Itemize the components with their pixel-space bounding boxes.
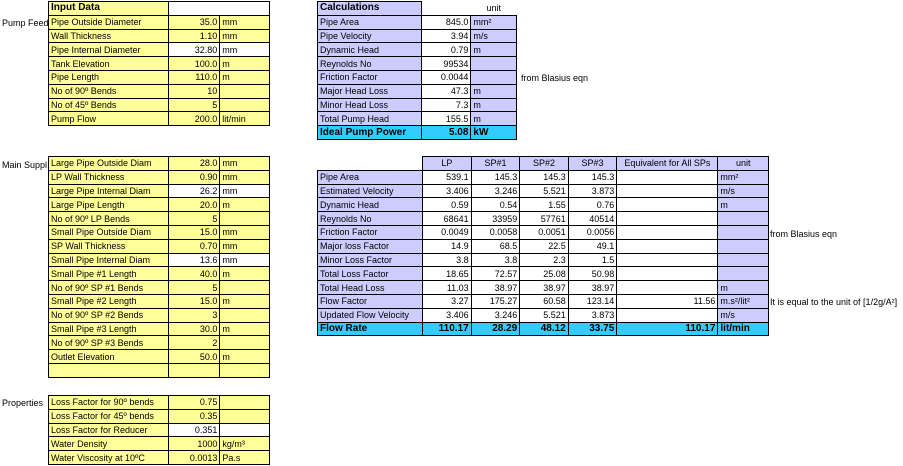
main-calc-row <box>318 308 769 322</box>
main-input-label: LP Wall Thickness <box>49 170 169 184</box>
main-input-label: Large Pipe Internal Diam <box>49 184 169 198</box>
main-input-value <box>168 363 220 377</box>
main-input-label: Large Pipe Outside Diam <box>49 157 169 171</box>
input-unit <box>220 84 270 98</box>
property-label: Water Density <box>49 437 169 451</box>
calc-unit <box>471 57 517 71</box>
main-calc-header <box>318 157 769 171</box>
main-input-unit <box>220 336 270 350</box>
main-input-unit <box>220 212 270 226</box>
main-calc-row <box>318 281 769 295</box>
property-row <box>49 396 270 410</box>
main-calc-value: 25.08 <box>520 267 569 281</box>
input-label: Wall Thickness <box>49 29 169 43</box>
main-input-unit: mm <box>220 170 270 184</box>
property-value: 1000 <box>168 437 220 451</box>
main-calc-row <box>318 253 769 267</box>
main-calc-unit: m/s <box>718 184 769 198</box>
main-input-row <box>49 308 270 322</box>
input-unit: mm <box>220 29 270 43</box>
main-calc-value: 3.8 <box>471 253 520 267</box>
calc-label: Reynolds No <box>318 57 422 71</box>
main-calc-row <box>318 212 769 226</box>
main-calc-eq <box>617 267 718 281</box>
main-calc-row <box>318 198 769 212</box>
calc-unit: m <box>471 98 517 112</box>
main-input-label: No of 90º SP #2 Bends <box>49 308 169 322</box>
pump-power-unit: kW <box>471 126 517 140</box>
main-input-unit <box>220 363 270 377</box>
main-supply-input-table <box>48 156 270 378</box>
calc-value: 155.5 <box>421 112 471 126</box>
main-input-label: No of 90º SP #3 Bends <box>49 336 169 350</box>
main-calc-value: 0.0056 <box>568 225 617 239</box>
main-input-unit <box>220 281 270 295</box>
main-input-row <box>49 350 270 364</box>
main-calc-col-header: SP#1 <box>471 157 520 171</box>
property-value: 0.0013 <box>168 451 220 465</box>
property-unit: kg/m³ <box>220 437 270 451</box>
main-calc-value: 0.59 <box>423 198 472 212</box>
main-input-label: Outlet Elevation <box>49 350 169 364</box>
main-input-value: 2 <box>168 336 220 350</box>
input-unit: mm <box>220 43 270 57</box>
pump-power-label: Ideal Pump Power <box>318 126 422 140</box>
property-value: 0.75 <box>168 396 220 410</box>
input-value: 5 <box>168 98 220 112</box>
main-input-unit: mm <box>220 253 270 267</box>
main-calc-unit <box>718 225 769 239</box>
input-label: Pipe Length <box>49 70 169 84</box>
main-calc-value: 40514 <box>568 212 617 226</box>
main-calc-label: Flow Factor <box>318 294 423 308</box>
main-input-unit: mm <box>220 225 270 239</box>
main-calc-eq <box>617 308 718 322</box>
calc-label: Major Head Loss <box>318 84 422 98</box>
main-calc-value: 18.65 <box>423 267 472 281</box>
property-value: 0.351 <box>168 423 220 437</box>
calc-value: 47.3 <box>421 84 471 98</box>
main-calc-label: Total Head Loss <box>318 281 423 295</box>
main-calc-unit <box>718 267 769 281</box>
property-label: Loss Factor for Reducer <box>49 423 169 437</box>
main-calc-value: 5.521 <box>520 184 569 198</box>
main-input-label: Small Pipe #2 Length <box>49 294 169 308</box>
calc-row <box>318 84 517 98</box>
calc-label: Pipe Area <box>318 15 422 29</box>
main-input-row <box>49 294 270 308</box>
main-calc-label: Minor Loss Factor <box>318 253 423 267</box>
main-input-value: 5 <box>168 212 220 226</box>
main-input-unit: m <box>220 322 270 336</box>
main-input-label: Small Pipe #3 Length <box>49 322 169 336</box>
input-unit: lit/min <box>220 112 270 126</box>
main-input-unit: m <box>220 350 270 364</box>
main-calc-eq <box>617 212 718 226</box>
input-row <box>49 15 270 29</box>
main-input-row <box>49 322 270 336</box>
main-calc-eq <box>617 198 718 212</box>
calc-row <box>318 43 517 57</box>
main-input-value: 30.0 <box>168 322 220 336</box>
main-calc-unit: m <box>718 198 769 212</box>
input-row <box>49 112 270 126</box>
main-input-unit: mm <box>220 239 270 253</box>
calc-label: Friction Factor <box>318 70 422 84</box>
property-label: Loss Factor for 90º bends <box>49 396 169 410</box>
main-input-row <box>49 336 270 350</box>
flow-rate-label: Flow Rate <box>318 322 423 336</box>
main-calc-value: 38.97 <box>568 281 617 295</box>
input-unit: mm <box>220 15 270 29</box>
main-calc-value: 539.1 <box>423 170 472 184</box>
input-label: Pipe Internal Diameter <box>49 43 169 57</box>
main-calc-unit: mm² <box>718 170 769 184</box>
main-calc-unit <box>718 239 769 253</box>
main-calc-eq <box>617 184 718 198</box>
main-calc-unit: m <box>718 281 769 295</box>
main-input-row <box>49 157 270 171</box>
calc-value: 3.94 <box>421 29 471 43</box>
main-calc-value: 1.5 <box>568 253 617 267</box>
main-input-row <box>49 239 270 253</box>
main-calc-value: 72.57 <box>471 267 520 281</box>
main-calc-value: 33959 <box>471 212 520 226</box>
input-row <box>49 98 270 112</box>
property-unit <box>220 409 270 423</box>
main-input-unit: m <box>220 267 270 281</box>
calc-unit: mm² <box>471 15 517 29</box>
main-input-value: 20.0 <box>168 198 220 212</box>
input-value: 110.0 <box>168 70 220 84</box>
input-row <box>49 84 270 98</box>
main-input-row <box>49 170 270 184</box>
property-unit: Pa.s <box>220 451 270 465</box>
main-calc-eq <box>617 170 718 184</box>
main-calc-label: Total Loss Factor <box>318 267 423 281</box>
main-input-unit <box>220 308 270 322</box>
input-row <box>49 43 270 57</box>
calc-value: 0.0044 <box>421 70 471 84</box>
main-calc-eq: 11.56 <box>617 294 718 308</box>
main-calc-unit <box>718 253 769 267</box>
main-calc-col-header: SP#2 <box>520 157 569 171</box>
main-input-row <box>49 281 270 295</box>
calc-label: Total Pump Head <box>318 112 422 126</box>
input-label: Tank Elevation <box>49 57 169 71</box>
main-input-label <box>49 363 169 377</box>
input-value: 10 <box>168 84 220 98</box>
blasius-note: from Blasius eqn <box>521 73 589 83</box>
main-input-value: 0.70 <box>168 239 220 253</box>
main-input-value: 0.90 <box>168 170 220 184</box>
calculations-table <box>317 1 517 140</box>
property-unit <box>220 423 270 437</box>
main-calc-unit: m.s²/lit² <box>718 294 769 308</box>
main-input-unit: m <box>220 294 270 308</box>
flow-rate-value: 28.29 <box>471 322 520 336</box>
main-calc-value: 145.3 <box>520 170 569 184</box>
input-data-table <box>48 1 270 126</box>
main-supply-calc-table <box>317 156 769 336</box>
input-row <box>49 29 270 43</box>
calc-row <box>318 112 517 126</box>
pump-power-row <box>318 126 517 140</box>
main-calc-value: 49.1 <box>568 239 617 253</box>
input-value: 1.10 <box>168 29 220 43</box>
calc-row <box>318 98 517 112</box>
main-calc-value: 22.5 <box>520 239 569 253</box>
input-value: 32.80 <box>168 43 220 57</box>
calc-label: Pipe Velocity <box>318 29 422 43</box>
calc-row <box>318 29 517 43</box>
main-calc-value: 0.0051 <box>520 225 569 239</box>
main-calc-value: 68.5 <box>471 239 520 253</box>
main-input-value: 5 <box>168 281 220 295</box>
input-unit: m <box>220 57 270 71</box>
main-input-row <box>49 184 270 198</box>
main-calc-value: 3.873 <box>568 308 617 322</box>
input-label: Pipe Outside Diameter <box>49 15 169 29</box>
main-calc-value: 60.58 <box>520 294 569 308</box>
main-calc-value: 0.54 <box>471 198 520 212</box>
properties-label: Properties <box>2 398 44 408</box>
main-input-label: Small Pipe Internal Diam <box>49 253 169 267</box>
main-calc-value: 3.406 <box>423 308 472 322</box>
property-value: 0.35 <box>168 409 220 423</box>
calc-value: 7.3 <box>421 98 471 112</box>
calc-row <box>318 15 517 29</box>
calc-value: 99534 <box>421 57 471 71</box>
flow-rate-unit: lit/min <box>718 322 769 336</box>
main-input-label: No of 90º LP Bends <box>49 212 169 226</box>
property-unit <box>220 396 270 410</box>
main-calc-col-header: unit <box>718 157 769 171</box>
main-calc-value: 145.3 <box>471 170 520 184</box>
main-input-value: 15.0 <box>168 225 220 239</box>
calc-row <box>318 57 517 71</box>
pump-power-value: 5.08 <box>421 126 471 140</box>
main-calc-unit <box>718 212 769 226</box>
main-input-value: 28.0 <box>168 157 220 171</box>
main-calc-value: 57761 <box>520 212 569 226</box>
input-value: 35.0 <box>168 15 220 29</box>
main-calc-value: 3.8 <box>423 253 472 267</box>
main-calc-value: 0.0058 <box>471 225 520 239</box>
input-label: No of 90º Bends <box>49 84 169 98</box>
input-value: 100.0 <box>168 57 220 71</box>
calc-value: 0.79 <box>421 43 471 57</box>
input-label: No of 45º Bends <box>49 98 169 112</box>
properties-table <box>48 395 270 465</box>
calc-unit: m <box>471 43 517 57</box>
main-input-row <box>49 363 270 377</box>
main-input-value: 26.2 <box>168 184 220 198</box>
calc-unit: m <box>471 84 517 98</box>
main-calc-label: Dynamic Head <box>318 198 423 212</box>
main-calc-col-header: SP#3 <box>568 157 617 171</box>
main-calc-eq <box>617 281 718 295</box>
main-input-row <box>49 212 270 226</box>
flow-rate-value: 33.75 <box>568 322 617 336</box>
main-calc-row <box>318 225 769 239</box>
main-calc-value: 3.27 <box>423 294 472 308</box>
calc-unit <box>471 70 517 84</box>
main-calc-value: 175.27 <box>471 294 520 308</box>
main-calc-value: 38.97 <box>471 281 520 295</box>
flow-rate-value: 110.17 <box>423 322 472 336</box>
main-calc-value: 0.76 <box>568 198 617 212</box>
main-input-unit: mm <box>220 157 270 171</box>
main-input-value: 40.0 <box>168 267 220 281</box>
property-label: Loss Factor for 45º bends <box>49 409 169 423</box>
main-calc-label: Pipe Area <box>318 170 423 184</box>
main-input-value: 15.0 <box>168 294 220 308</box>
main-calc-value: 145.3 <box>568 170 617 184</box>
calc-unit: m <box>471 112 517 126</box>
blasius-note-main: from Blasius eqn <box>770 229 838 239</box>
main-calc-value: 50.98 <box>568 267 617 281</box>
main-input-label: SP Wall Thickness <box>49 239 169 253</box>
main-input-label: Large Pipe Length <box>49 198 169 212</box>
calc-value: 845.0 <box>421 15 471 29</box>
input-value: 200.0 <box>168 112 220 126</box>
input-unit <box>220 98 270 112</box>
input-unit: m <box>220 70 270 84</box>
property-row <box>49 451 270 465</box>
main-calc-label: Friction Factor <box>318 225 423 239</box>
flow-rate-eq: 110.17 <box>617 322 718 336</box>
flow-factor-note: It is equal to the unit of [1/2g/A²] <box>770 297 898 307</box>
main-calc-value: 0.0049 <box>423 225 472 239</box>
flow-rate-row <box>318 322 769 336</box>
main-calc-eq <box>617 225 718 239</box>
property-row <box>49 423 270 437</box>
main-calc-value: 14.9 <box>423 239 472 253</box>
main-calc-label: Estimated Velocity <box>318 184 423 198</box>
main-calc-value: 3.406 <box>423 184 472 198</box>
main-calc-label: Major loss Factor <box>318 239 423 253</box>
main-input-row <box>49 225 270 239</box>
main-calc-row <box>318 294 769 308</box>
main-input-value: 50.0 <box>168 350 220 364</box>
main-input-label: Small Pipe #1 Length <box>49 267 169 281</box>
main-calc-value: 5.521 <box>520 308 569 322</box>
main-calc-value: 11.03 <box>423 281 472 295</box>
main-calc-eq <box>617 253 718 267</box>
calc-unit: m/s <box>471 29 517 43</box>
main-calc-row <box>318 170 769 184</box>
calc-label: Minor Head Loss <box>318 98 422 112</box>
main-calc-value: 123.14 <box>568 294 617 308</box>
main-input-row <box>49 198 270 212</box>
main-input-label: No of 90º SP #1 Bends <box>49 281 169 295</box>
main-calc-row <box>318 267 769 281</box>
property-label: Water Viscosity at 10ºC <box>49 451 169 465</box>
input-row <box>49 57 270 71</box>
main-input-row <box>49 253 270 267</box>
pump-feed-label: Pump Feed <box>2 18 49 28</box>
main-calc-label: Reynolds No <box>318 212 423 226</box>
main-calc-row <box>318 239 769 253</box>
input-label: Pump Flow <box>49 112 169 126</box>
main-input-label: Small Pipe Outside Diam <box>49 225 169 239</box>
input-row <box>49 70 270 84</box>
calc-row <box>318 70 517 84</box>
calc-label: Dynamic Head <box>318 43 422 57</box>
property-row <box>49 437 270 451</box>
main-supply-label: Main Suppl <box>2 160 48 170</box>
calc-unit-header: unit <box>471 2 517 16</box>
main-calc-label: Updated Flow Velocity <box>318 308 423 322</box>
main-calc-value: 1.55 <box>520 198 569 212</box>
main-calc-col-header: Equivalent for All SPs <box>617 157 718 171</box>
main-calc-row <box>318 184 769 198</box>
main-calc-value: 3.246 <box>471 308 520 322</box>
main-input-value: 3 <box>168 308 220 322</box>
property-row <box>49 409 270 423</box>
main-calc-value: 3.873 <box>568 184 617 198</box>
input-data-title: Input Data <box>49 2 169 16</box>
main-calc-unit: m/s <box>718 308 769 322</box>
main-calc-value: 2.3 <box>520 253 569 267</box>
main-input-unit: m <box>220 198 270 212</box>
main-calc-value: 38.97 <box>520 281 569 295</box>
main-calc-value: 68641 <box>423 212 472 226</box>
main-calc-eq <box>617 239 718 253</box>
main-input-unit: mm <box>220 184 270 198</box>
main-calc-value: 3.246 <box>471 184 520 198</box>
main-input-row <box>49 267 270 281</box>
main-input-value: 13.6 <box>168 253 220 267</box>
main-calc-col-header: LP <box>423 157 472 171</box>
flow-rate-value: 48.12 <box>520 322 569 336</box>
calculations-title: Calculations <box>318 2 422 16</box>
